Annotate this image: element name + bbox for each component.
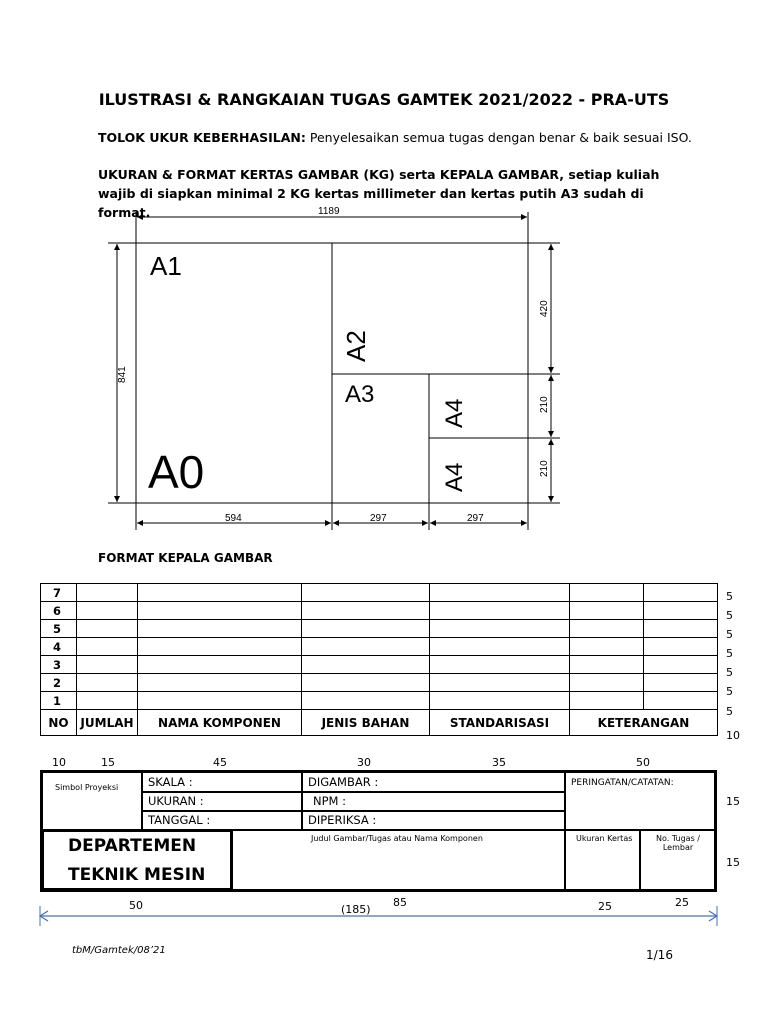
- dim-185: (185): [341, 903, 371, 916]
- table-row: [41, 584, 718, 602]
- table-row: [41, 692, 718, 710]
- department-name-line2: TEKNIK MESIN: [68, 865, 206, 885]
- dim-210b: 210: [539, 460, 550, 477]
- col-width-label: 45: [213, 756, 227, 769]
- digambar-cell: [302, 772, 565, 792]
- label-a0: A0: [148, 446, 205, 498]
- col-width-label: 10: [52, 756, 66, 769]
- page-title: ILUSTRASI & RANGKAIAN TUGAS GAMTEK 2021/2022 - PRA-UTS: [98, 90, 670, 109]
- row-height-label: 5: [726, 628, 733, 641]
- dim-85: 85: [393, 896, 407, 909]
- table-row: [41, 602, 718, 620]
- table-row: [41, 674, 718, 692]
- row-number: 5: [41, 620, 77, 638]
- diperiksa-cell: [302, 811, 565, 830]
- dim-25-a: 25: [598, 900, 612, 913]
- title-block: [40, 770, 717, 892]
- row-number: 6: [41, 602, 77, 620]
- tanggal-label: TANGGAL :: [148, 813, 211, 827]
- header-no: NO: [41, 710, 77, 736]
- title-block-height-label: 15: [726, 795, 740, 808]
- no-tugas-cell: [640, 830, 715, 890]
- row-number: 4: [41, 638, 77, 656]
- label-a1: A1: [150, 251, 182, 281]
- tolok-text: Penyelesaikan semua tugas dengan benar & baik sesuai ISO.: [305, 130, 692, 145]
- dim-594: 594: [225, 513, 242, 524]
- page-number: 1/16: [646, 948, 673, 962]
- dim-1189: 1189: [318, 206, 340, 217]
- label-a3: A3: [345, 381, 375, 408]
- digambar-label: DIGAMBAR :: [308, 775, 379, 789]
- dim-420: 420: [539, 300, 550, 317]
- ukuran-cell: [142, 792, 302, 811]
- parts-table: [40, 583, 718, 736]
- simbol-proyeksi-cell: [42, 772, 142, 830]
- header-jenis-bahan: JENIS BAHAN: [302, 710, 430, 736]
- row-number: 1: [41, 692, 77, 710]
- header-standarisasi: STANDARISASI: [430, 710, 570, 736]
- ukuran-kertas-label: Ukuran Kertas: [576, 834, 633, 843]
- row-height-label: 5: [726, 590, 733, 603]
- diperiksa-label: DIPERIKSA :: [308, 813, 377, 827]
- label-a4-top: A4: [441, 398, 468, 428]
- ukuran-kertas-cell: [565, 830, 640, 890]
- peringatan-cell: [565, 772, 715, 830]
- label-a4-bottom: A4: [441, 462, 468, 492]
- tanggal-cell: [142, 811, 302, 830]
- row-height-label: 5: [726, 666, 733, 679]
- skala-label: SKALA :: [148, 775, 193, 789]
- table-row: [41, 620, 718, 638]
- col-width-label: 30: [357, 756, 371, 769]
- dim-50: 50: [129, 899, 143, 912]
- dim-25-b: 25: [675, 896, 689, 909]
- dim-297a: 297: [370, 513, 387, 524]
- footer-code: tbM/Gamtek/08’21: [72, 945, 166, 956]
- simbol-proyeksi-label: Simbol Proyeksi: [55, 783, 119, 792]
- col-width-label: 15: [101, 756, 115, 769]
- row-height-label: 5: [726, 609, 733, 622]
- judul-cell: [232, 830, 565, 890]
- npm-cell: [302, 792, 565, 811]
- ukuran-paragraph: UKURAN & FORMAT KERTAS GAMBAR (KG) serta KEPALA GAMBAR, setiap kuliah wajib di siapkan minimal 2 KG kertas millimeter dan kertas putih A3 sudah di format.: [98, 167, 660, 220]
- dim-841: 841: [117, 366, 128, 383]
- judul-label: Judul Gambar/Tugas atau Nama Komponen: [311, 834, 483, 843]
- npm-label: NPM :: [313, 794, 346, 808]
- dim-210a: 210: [539, 396, 550, 413]
- peringatan-label: PERINGATAN/CATATAN:: [571, 778, 674, 788]
- tolok-label: TOLOK UKUR KEBERHASILAN:: [98, 130, 306, 145]
- table-header-row: [41, 710, 718, 736]
- dim-297b: 297: [467, 513, 484, 524]
- ukuran-label: UKURAN :: [148, 794, 204, 808]
- row-height-label: 10: [726, 729, 740, 742]
- format-heading: FORMAT KEPALA GAMBAR: [98, 551, 273, 565]
- label-a2: A2: [341, 330, 371, 362]
- header-nama-komponen: NAMA KOMPONEN: [138, 710, 302, 736]
- col-width-label: 50: [636, 756, 650, 769]
- table-row: [41, 638, 718, 656]
- col-width-label: 35: [492, 756, 506, 769]
- row-number: 3: [41, 656, 77, 674]
- departemen-cell: [42, 830, 232, 890]
- row-height-label: 5: [726, 647, 733, 660]
- table-row: [41, 656, 718, 674]
- row-height-label: 5: [726, 705, 733, 718]
- row-number: 7: [41, 584, 77, 602]
- title-block-height-label: 15: [726, 856, 740, 869]
- no-tugas-label: No. Tugas / Lembar: [656, 834, 700, 852]
- row-number: 2: [41, 674, 77, 692]
- header-keterangan: KETERANGAN: [570, 710, 718, 736]
- department-name-line1: DEPARTEMEN: [68, 836, 197, 856]
- row-height-label: 5: [726, 685, 733, 698]
- header-jumlah: JUMLAH: [77, 710, 138, 736]
- skala-cell: [142, 772, 302, 792]
